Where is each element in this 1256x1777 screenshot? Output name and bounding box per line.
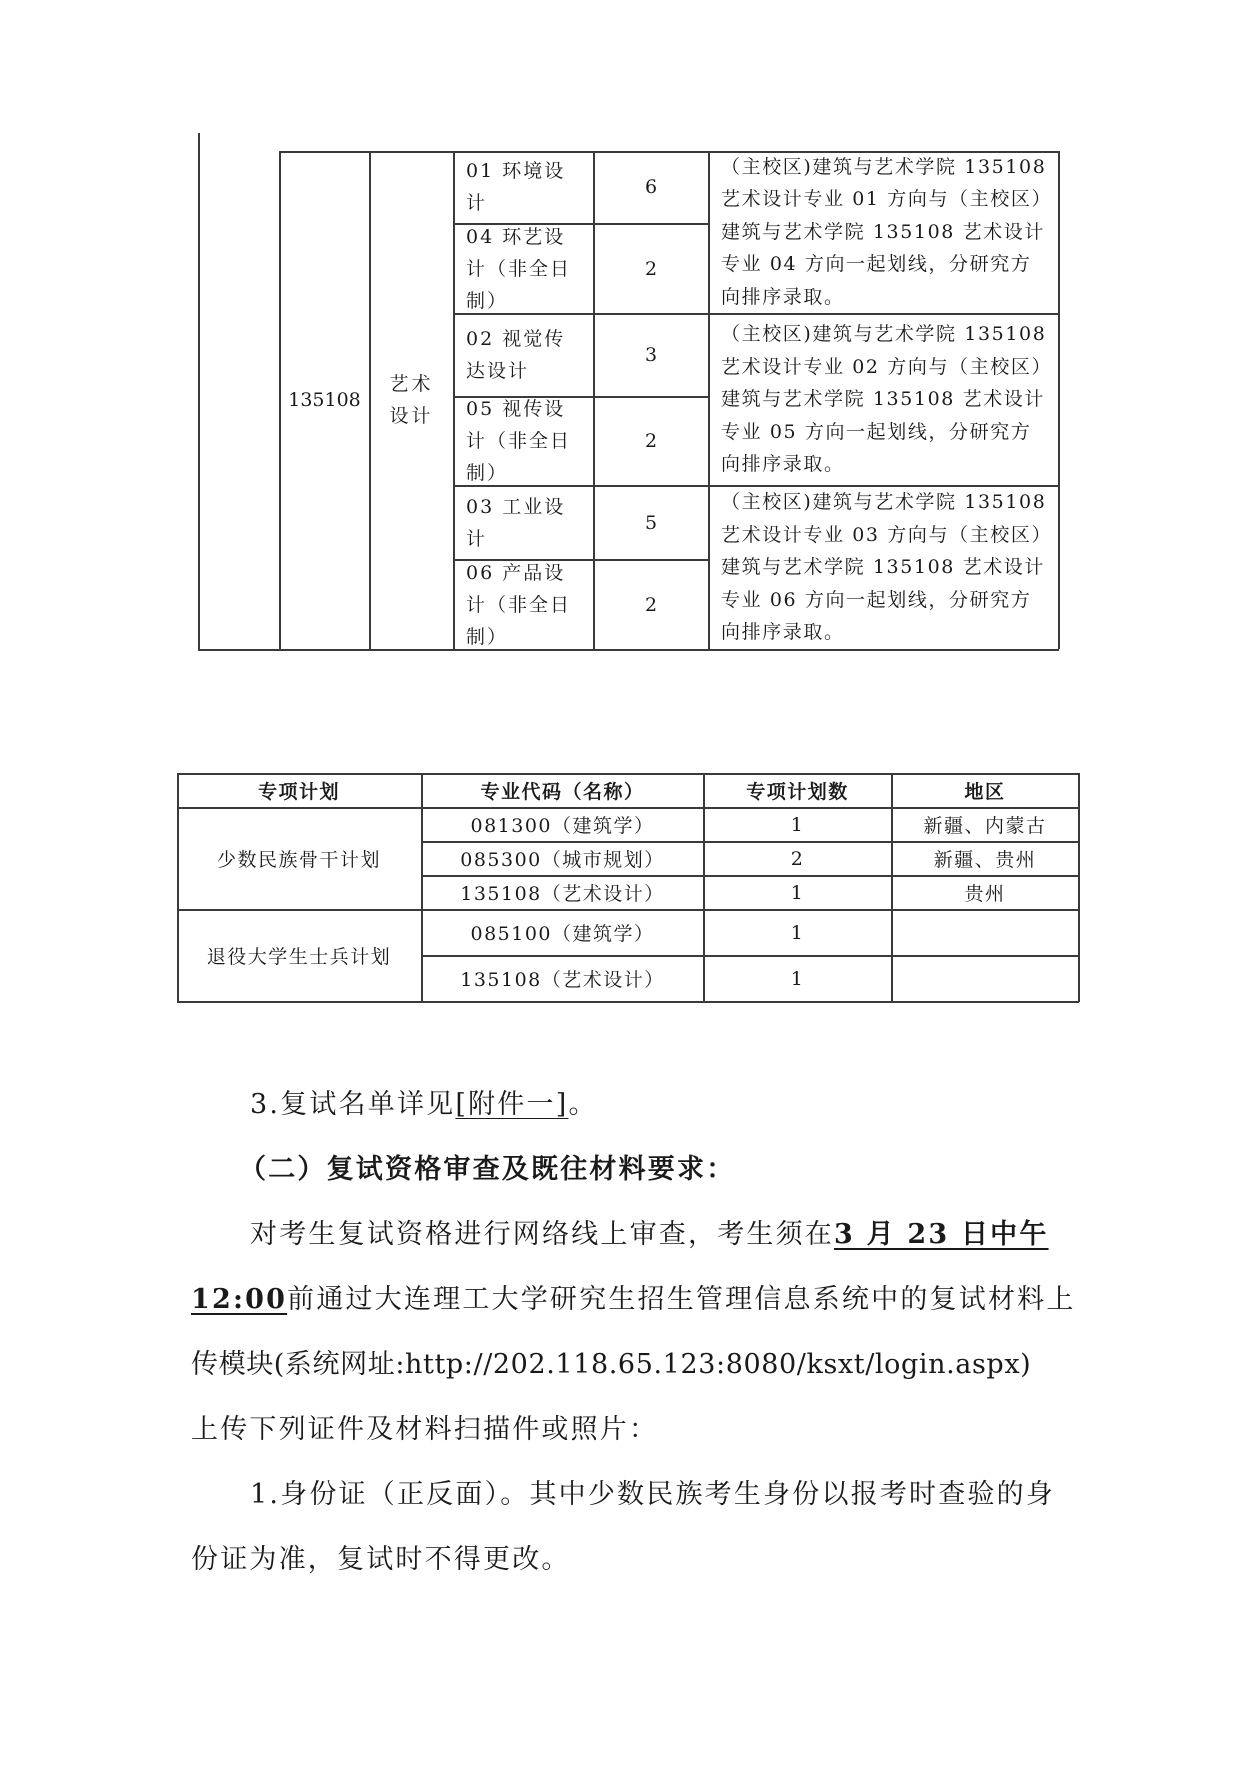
direction-name: 01 环境设计 [466, 160, 566, 214]
region-cell: 贵州 [964, 883, 1006, 905]
direction-note: （主校区)建筑与艺术学院 135108 艺术设计专业 02 方向与（主校区）建筑与艺术学院 135108 艺术设计专业 05 方向一起划线，分研究方向排序录取。 [721, 323, 1047, 476]
major-name: 艺术 设计 [389, 373, 434, 427]
paragraph-text: 对考生复试资格进行网络线上审查，考生须在 [250, 1219, 834, 1250]
column-header: 专项计划 [257, 780, 340, 803]
count-cell: 1 [790, 921, 805, 944]
paragraph-text: 前通过大连理工大学研究生招生管理信息系统中的复试材料上 [287, 1284, 1076, 1315]
direction-name: 03 工业设计 [466, 495, 566, 550]
deadline-date: 3 月 23 日中午 [834, 1219, 1049, 1250]
direction-count: 6 [644, 176, 658, 198]
list-item-3-text: 3.复试名单详见 [250, 1089, 456, 1120]
count-cell: 1 [790, 967, 805, 990]
attachment-link[interactable]: [附件一] [455, 1089, 569, 1120]
table-border-right [1058, 151, 1060, 649]
deadline-time: 12:00 [191, 1284, 288, 1315]
plan-name: 少数民族骨干计划 [216, 849, 381, 871]
region-cell: 新疆、贵州 [933, 849, 1037, 871]
direction-name: 06 产品设计（非全日制） [466, 561, 572, 648]
major-code: 135108 [288, 389, 361, 411]
table-border-bottom [198, 649, 1059, 651]
paragraph-line: 上传下列证件及材料扫描件或照片： [191, 1414, 659, 1445]
paragraph-line [191, 1280, 1076, 1320]
direction-count: 2 [644, 430, 658, 452]
column-header: 专业代码（名称） [480, 780, 645, 803]
table-border-bottom [177, 1001, 1079, 1003]
direction-note: （主校区)建筑与艺术学院 135108 艺术设计专业 01 方向与（主校区）建筑与艺术学院 135108 艺术设计专业 04 方向一起划线，分研究方向排序录取。 [721, 155, 1047, 308]
special-plan-table [177, 773, 1079, 1002]
direction-count: 2 [644, 257, 658, 280]
list-item-3 [191, 1085, 1130, 1125]
direction-name: 04 环艺设计（非全日制） [466, 225, 572, 312]
direction-count: 5 [644, 511, 658, 534]
table-border-left [198, 133, 200, 649]
plan-name: 退役大学生士兵计划 [206, 946, 392, 968]
paragraph-line: 传模块(系统网址:http://202.118.65.123:8080/ksxt/login.aspx) [191, 1349, 1032, 1380]
region-cell: 新疆、内蒙古 [923, 815, 1047, 837]
count-cell: 1 [790, 881, 805, 904]
direction-name: 02 视觉传达设计 [466, 328, 566, 382]
column-header: 地区 [964, 780, 1006, 803]
major-cell: 085300（城市规划） [460, 849, 665, 871]
major-cell: 135108（艺术设计） [460, 969, 665, 991]
column-header: 专项计划数 [746, 780, 849, 803]
major-cell: 085100（建筑学） [470, 923, 655, 945]
list-item-3-suffix: 。 [568, 1089, 598, 1120]
paragraph-line: 份证为准，复试时不得更改。 [191, 1544, 571, 1575]
major-directions-table [198, 151, 1058, 649]
direction-name: 05 视传设计（非全日制） [466, 398, 572, 484]
paragraph-line [191, 1215, 1130, 1255]
paragraph-line: 1.身份证（正反面）。其中少数民族考生身份以报考时查验的身 [250, 1479, 1056, 1510]
direction-count: 3 [644, 344, 658, 366]
major-cell: 135108（艺术设计） [460, 883, 665, 905]
count-cell: 2 [790, 847, 805, 870]
count-cell: 1 [790, 813, 805, 836]
direction-count: 2 [644, 593, 658, 616]
region-cell [892, 956, 1078, 1001]
major-cell: 081300（建筑学） [470, 815, 655, 837]
section-heading: （二）复试资格审查及既往材料要求： [239, 1154, 736, 1185]
region-cell [892, 910, 1078, 955]
direction-note: （主校区)建筑与艺术学院 135108 艺术设计专业 03 方向与（主校区）建筑与艺术学院 135108 艺术设计专业 06 方向一起划线，分研究方向排序录取。 [721, 491, 1047, 644]
